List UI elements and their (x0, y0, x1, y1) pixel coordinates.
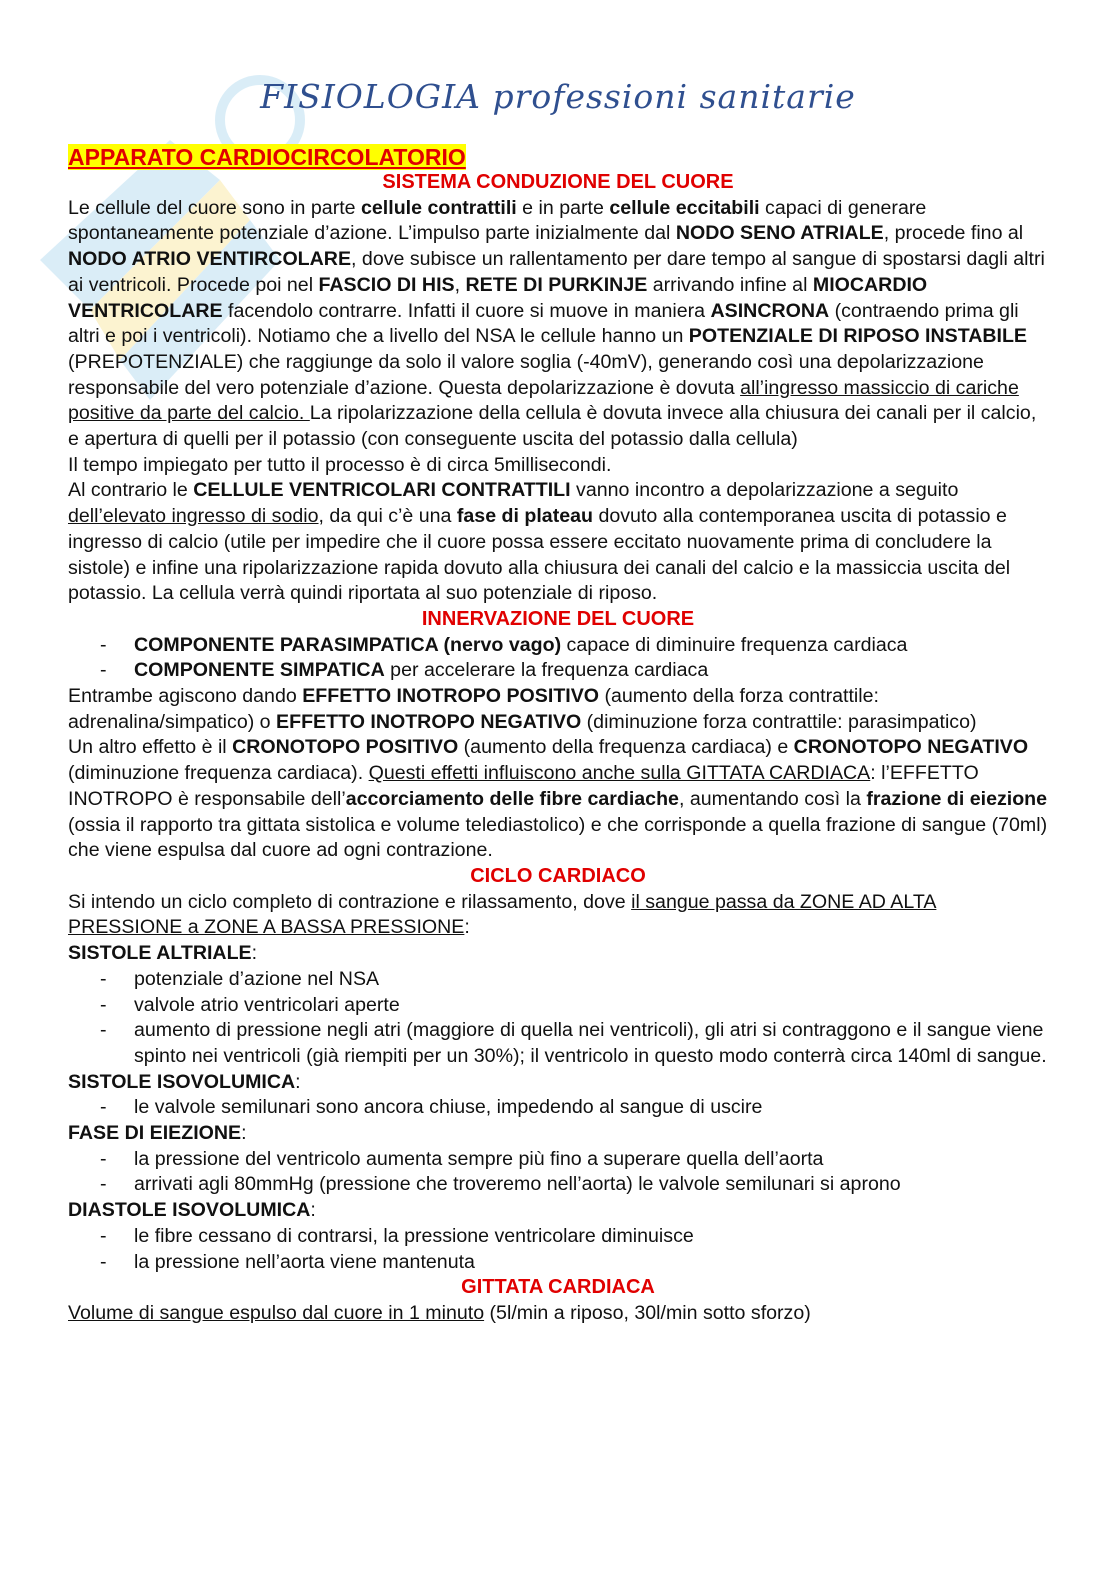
paragraph-innervazione-2: Un altro effetto è il CRONOTOPO POSITIVO (aumento della frequenza cardiaca) e CRONOTOPO NEGATIVO (diminuzione frequenza cardiaca). Questi effetti influiscono anche sulla GITTATA CARDIACA: l’EFFETTO INOTROPO è responsabile dell’accorciamento delle fibre cardiache, aumentando così la frazione di eiezione (ossia il rapporto tra gittata sistolica e volume telediastolico) e che corrisponde a quella frazione di sangue (70ml) che viene espulsa dal cuore ad ogni contrazione. (68, 736, 1048, 862)
heading-innervazione: INNERVAZIONE DEL CUORE (421, 607, 695, 630)
heading-ciclo: CICLO CARDIACO (470, 864, 646, 887)
list-item: - aumento di pressione negli atri (maggiore di quella nei ventricoli), gli atri si contraggono e il sangue viene spinto nei ventricoli (già riempiti per un 30%); il ventricolo in questo modo conterrà circa 140ml di sangue. (68, 1018, 1048, 1069)
document-title: FISIOLOGIA professioni sanitarie (260, 77, 856, 116)
list-item: - valvole atrio ventricolari aperte (68, 993, 1048, 1019)
list-fase-eiezione (68, 1147, 1048, 1198)
label-sistole-isovolumica: SISTOLE ISOVOLUMICA: (68, 1070, 301, 1093)
paragraph-conduzione-3: Al contrario le CELLULE VENTRICOLARI CONTRATTILI vanno incontro a depolarizzazione a seguito dell’elevato ingresso di sodio, da qui c’è una fase di plateau dovuto alla contemporanea uscita di potassio e ingresso di calcio (utile per impedire che il cuore possa essere eccitato nuovamente prima di concludere la sistole) e infine una ripolarizzazione rapida dovuto alla chiusura dei canali del calcio e la massiccia uscita del potassio. La cellula verrà quindi riportata al suo potenziale di riposo. (68, 479, 1011, 605)
paragraph-conduzione-2: Il tempo impiegato per tutto il processo è di circa 5millisecondi. (68, 453, 612, 476)
list-item: - le fibre cessano di contrarsi, la pressione ventricolare diminuisce (68, 1224, 1048, 1250)
list-sistole-atriale (68, 967, 1048, 1070)
list-innervazione (68, 633, 1048, 684)
label-diastole-isovolumica: DIASTOLE ISOVOLUMICA: (68, 1199, 316, 1222)
label-fase-eiezione: FASE DI EIEZIONE: (68, 1122, 247, 1145)
main-section-title: APPARATO CARDIOCIRCOLATORIO (68, 144, 466, 170)
paragraph-innervazione-1: Entrambe agiscono dando EFFETTO INOTROPO POSITIVO (aumento della forza contrattile: adrenalina/simpatico) o EFFETTO INOTROPO NEGATIVO (diminuzione forza contrattile: parasimpatico) (68, 685, 977, 733)
paragraph-gittata: Volume di sangue espulso dal cuore in 1 minuto (5l/min a riposo, 30l/min sotto sforzo) (68, 1301, 811, 1324)
list-item: - le valvole semilunari sono ancora chiuse, impedendo al sangue di uscire (68, 1095, 1048, 1121)
document-page (68, 0, 1048, 1327)
list-item: - potenziale d’azione nel NSA (68, 967, 1048, 993)
heading-conduzione: SISTEMA CONDUZIONE DEL CUORE (382, 171, 734, 193)
label-sistole-atriale: SISTOLE ALTRIALE: (68, 942, 258, 965)
list-item: - COMPONENTE SIMPATICA per accelerare la frequenza cardiaca (68, 658, 1048, 684)
list-item: - la pressione nell’aorta viene mantenuta (68, 1250, 1048, 1276)
paragraph-ciclo-1: Si intendo un ciclo completo di contrazione e rilassamento, dove il sangue passa da ZONE AD ALTA PRESSIONE a ZONE A BASSA PRESSIONE: (68, 890, 937, 939)
list-sistole-isovolumica (68, 1095, 1048, 1121)
list-item: - COMPONENTE PARASIMPATICA (nervo vago) capace di diminuire frequenza cardiaca (68, 633, 1048, 659)
list-diastole-isovolumica (68, 1224, 1048, 1275)
list-item: - arrivati agli 80mmHg (pressione che troveremo nell’aorta) le valvole semilunari si aprono (68, 1172, 1048, 1198)
heading-gittata: GITTATA CARDIACA (461, 1276, 655, 1299)
paragraph-conduzione-1: Le cellule del cuore sono in parte cellule contrattili e in parte cellule eccitabili capaci di generare spontaneamente potenziale d’azione. L’impulso parte inizialmente dal NODO SENO ATRIALE, procede fino al NODO ATRIO VENTIRCOLARE, dove subisce un rallentamento per dare tempo al sangue di spostarsi dagli altri ai ventricoli. Procede poi nel FASCIO DI HIS, RETE DI PURKINJE arrivando infine al MIOCARDIO VENTRICOLARE facendolo contrarre. Infatti il cuore si muove in maniera ASINCRONA (contraendo prima gli altri e poi i ventricoli). Notiamo che a livello del NSA le cellule hanno un POTENZIALE DI RIPOSO INSTABILE (PREPOTENZIALE) che raggiunge da solo il valore soglia (-40mV), generando così una depolarizzazione responsabile del vero potenziale d’azione. Questa depolarizzazione è dovuta all’ingresso massiccio di cariche positive da parte del calcio. La ripolarizzazione della cellula è dovuta invece alla chiusura dei canali per il calcio, e apertura di quelli per il potassio (con conseguente uscita del potassio dalla cellula) (68, 196, 1045, 451)
list-item: - la pressione del ventricolo aumenta sempre più fino a superare quella dell’aorta (68, 1147, 1048, 1173)
